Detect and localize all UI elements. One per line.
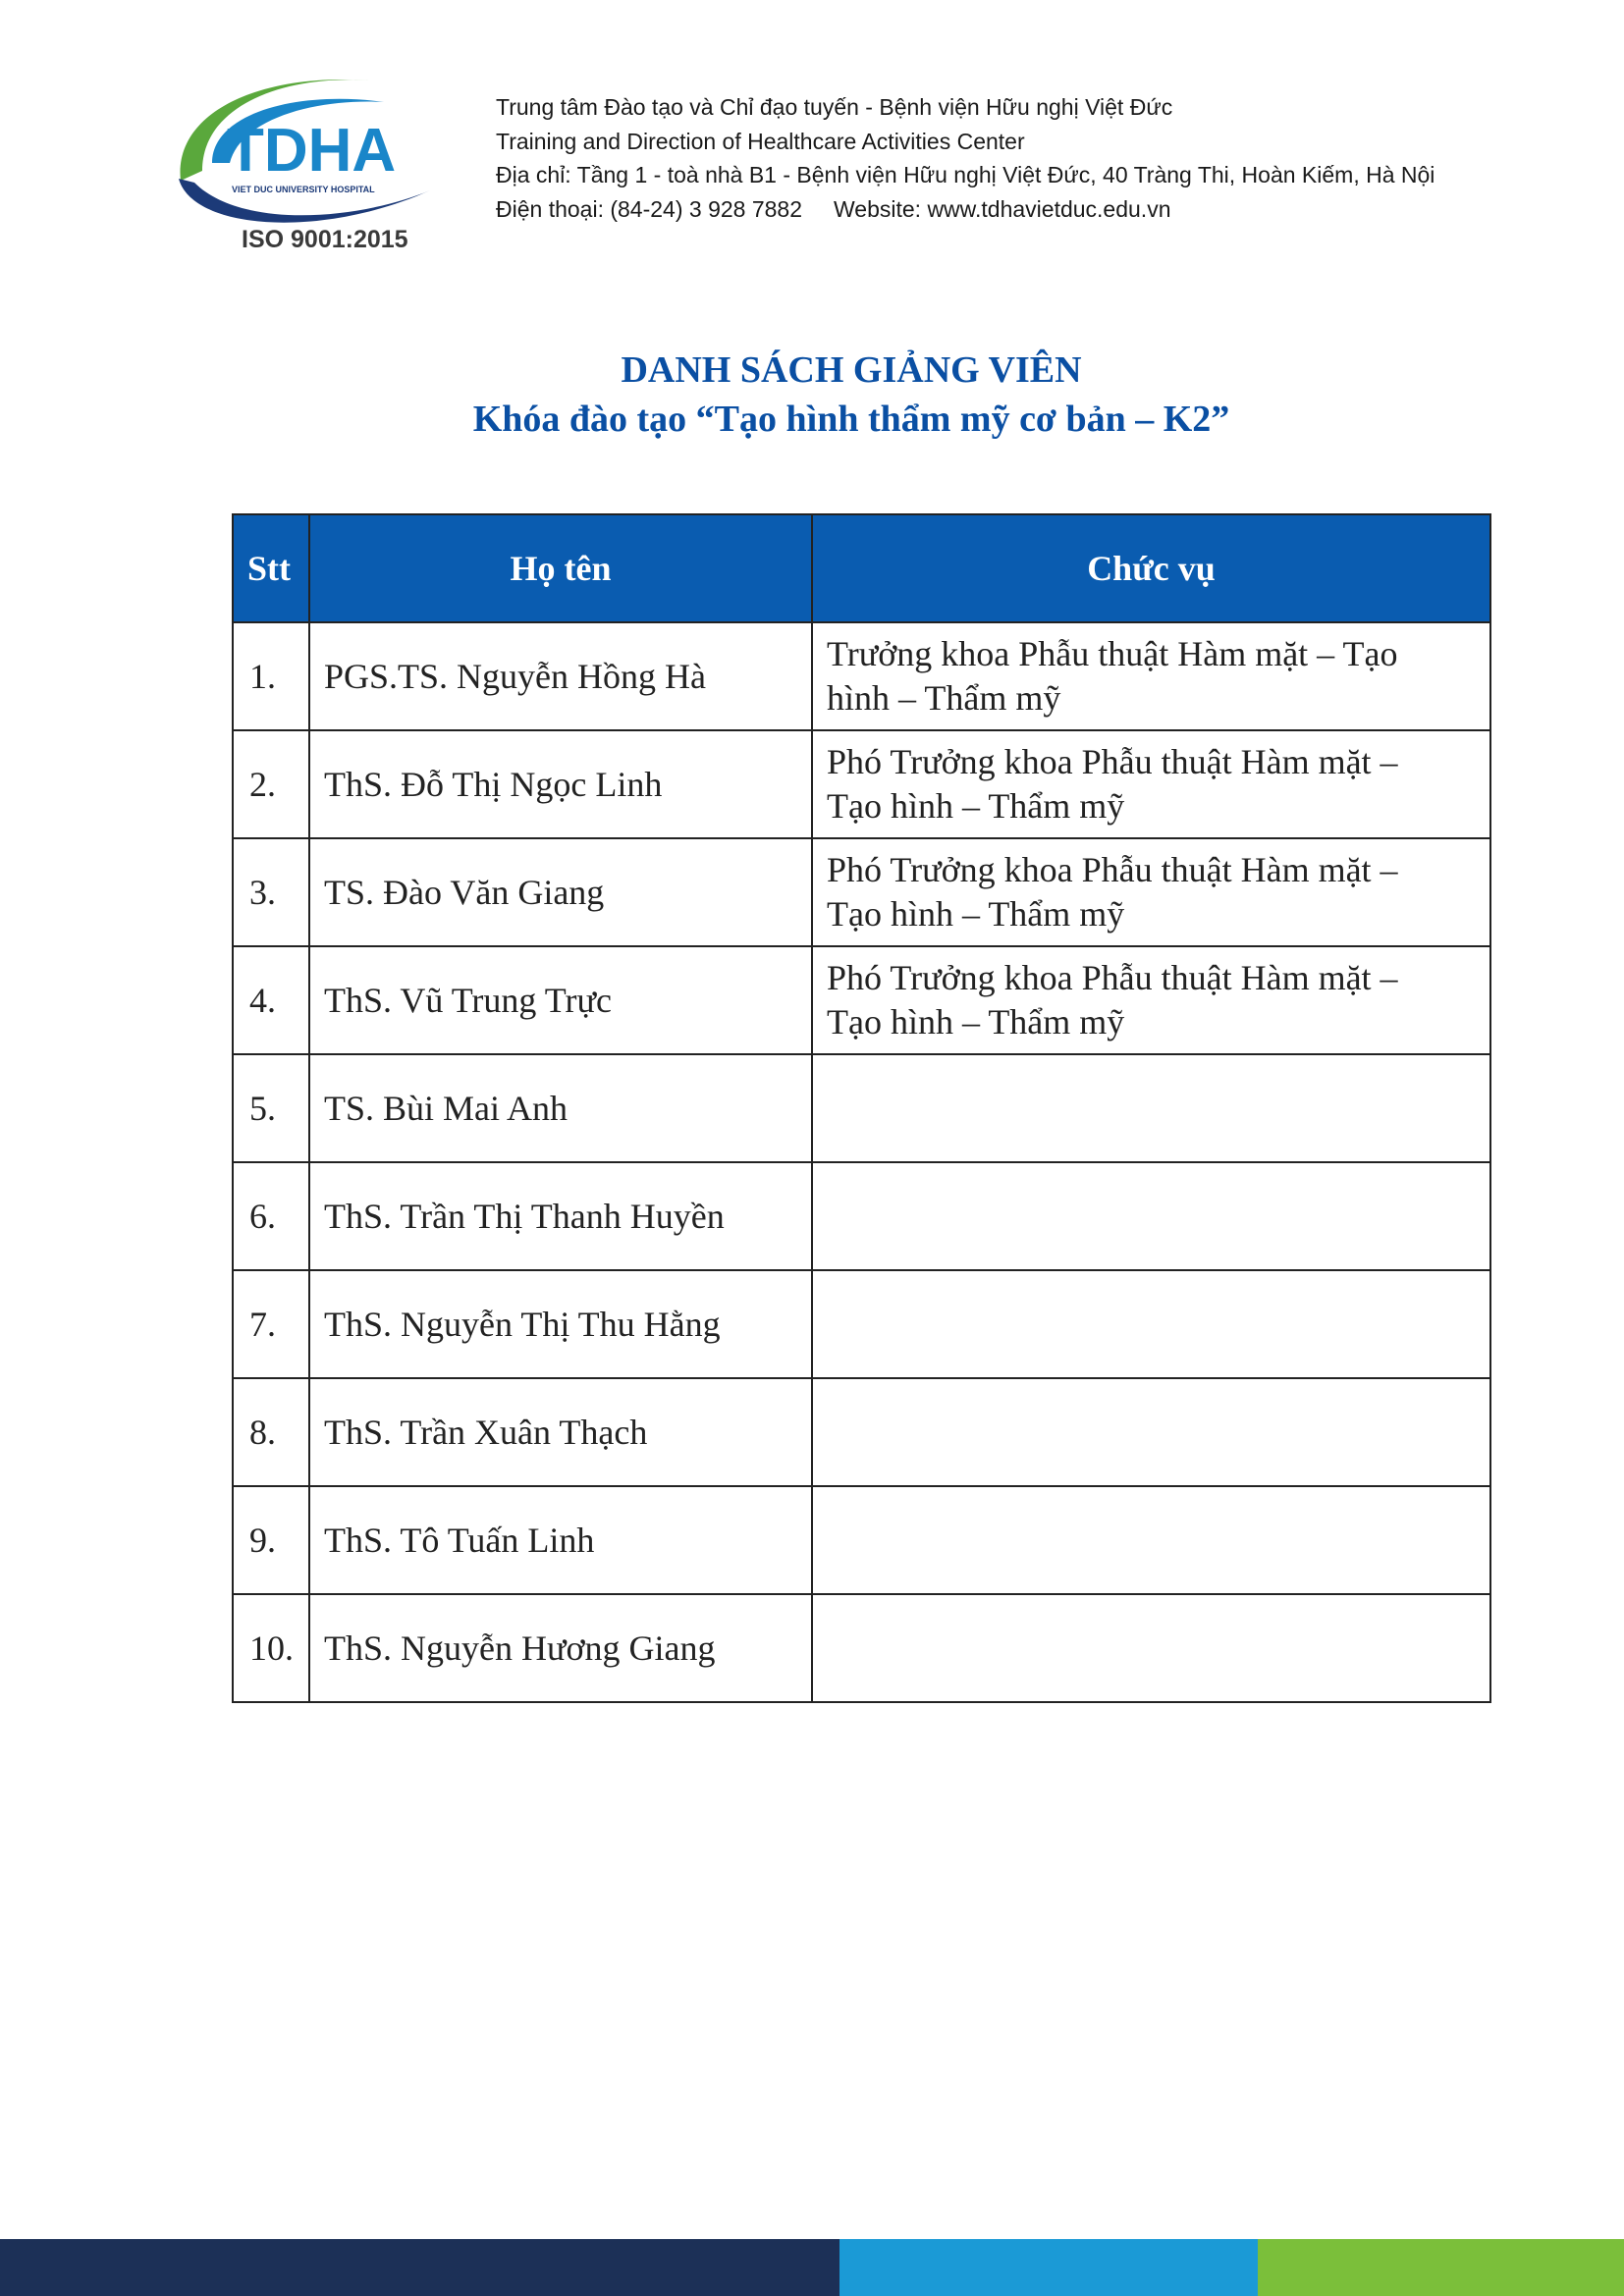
position-line-1: Phó Trưởng khoa Phẫu thuật Hàm mặt –	[827, 958, 1398, 997]
lecturer-position	[812, 1270, 1490, 1378]
lecturer-position	[812, 1594, 1490, 1702]
position-line-2: Tạo hình – Thẩm mỹ	[827, 1002, 1125, 1041]
lecturer-name: ThS. Tô Tuấn Linh	[309, 1486, 812, 1594]
row-number: 9.	[233, 1486, 309, 1594]
table-row	[233, 1054, 1490, 1162]
org-phone: Điện thoại: (84-24) 3 928 7882	[496, 195, 802, 222]
position-line-1: Phó Trưởng khoa Phẫu thuật Hàm mặt –	[827, 850, 1398, 889]
column-header-name: Họ tên	[309, 514, 812, 622]
lecturer-name: ThS. Nguyễn Hương Giang	[309, 1594, 812, 1702]
lecturer-name: ThS. Trần Thị Thanh Huyền	[309, 1162, 812, 1270]
lecturer-position	[812, 838, 1490, 946]
row-number: 1.	[233, 622, 309, 730]
lecturer-name: ThS. Đỗ Thị Ngọc Linh	[309, 730, 812, 838]
title-line-2: Khóa đào tạo “Tạo hình thẩm mỹ cơ bản – K2”	[472, 399, 1230, 440]
lecturer-position	[812, 622, 1490, 730]
column-header-position: Chức vụ	[812, 514, 1490, 622]
lecturer-table	[232, 513, 1491, 1703]
title-line-1: DANH SÁCH GIẢNG VIÊN	[621, 349, 1082, 391]
row-number: 4.	[233, 946, 309, 1054]
org-contact-block	[496, 90, 1435, 226]
table-header-row	[233, 514, 1490, 622]
row-number: 6.	[233, 1162, 309, 1270]
table-row	[233, 838, 1490, 946]
org-name-en: Training and Direction of Healthcare Activities Center	[496, 128, 1025, 154]
row-number: 10.	[233, 1594, 309, 1702]
lecturer-name: PGS.TS. Nguyễn Hồng Hà	[309, 622, 812, 730]
org-website: Website: www.tdhavietduc.edu.vn	[834, 195, 1171, 222]
position-line-2: hình – Thẩm mỹ	[827, 678, 1061, 718]
table-row	[233, 1486, 1490, 1594]
row-number: 7.	[233, 1270, 309, 1378]
lecturer-position	[812, 1486, 1490, 1594]
footer-bar-navy	[0, 2239, 839, 2296]
lecturer-position	[812, 730, 1490, 838]
document-title	[0, 346, 1624, 444]
svg-text:ISO 9001:2015: ISO 9001:2015	[242, 226, 408, 253]
svg-text:VIET DUC UNIVERSITY HOSPITAL: VIET DUC UNIVERSITY HOSPITAL	[232, 185, 375, 194]
org-address: Địa chỉ: Tầng 1 - toà nhà B1 - Bệnh viện Hữu nghị Việt Đức, 40 Tràng Thi, Hoàn Kiếm, Hà Nội	[496, 162, 1435, 187]
table-row	[233, 730, 1490, 838]
footer-color-bar	[0, 2239, 1624, 2296]
lecturer-position	[812, 1378, 1490, 1486]
position-line-1: Trưởng khoa Phẫu thuật Hàm mặt – Tạo	[827, 634, 1398, 673]
table-row	[233, 622, 1490, 730]
footer-bar-green	[1258, 2239, 1624, 2296]
position-line-1: Phó Trưởng khoa Phẫu thuật Hàm mặt –	[827, 742, 1398, 781]
row-number: 5.	[233, 1054, 309, 1162]
position-line-2: Tạo hình – Thẩm mỹ	[827, 894, 1125, 934]
svg-text:TDHA: TDHA	[227, 117, 397, 185]
table-row	[233, 1162, 1490, 1270]
lecturer-name: ThS. Nguyễn Thị Thu Hằng	[309, 1270, 812, 1378]
lecturer-name: ThS. Vũ Trung Trực	[309, 946, 812, 1054]
footer-bar-cyan	[839, 2239, 1258, 2296]
lecturer-name: ThS. Trần Xuân Thạch	[309, 1378, 812, 1486]
tdha-logo	[173, 73, 438, 259]
column-header-stt: Stt	[233, 514, 309, 622]
org-phone-website	[496, 192, 1435, 227]
lecturer-position	[812, 1054, 1490, 1162]
row-number: 3.	[233, 838, 309, 946]
lecturer-name: TS. Bùi Mai Anh	[309, 1054, 812, 1162]
table-row	[233, 1594, 1490, 1702]
org-name-vi: Trung tâm Đào tạo và Chỉ đạo tuyến - Bệnh viện Hữu nghị Việt Đức	[496, 94, 1173, 120]
lecturer-name: TS. Đào Văn Giang	[309, 838, 812, 946]
row-number: 8.	[233, 1378, 309, 1486]
table-row	[233, 1378, 1490, 1486]
row-number: 2.	[233, 730, 309, 838]
lecturer-position	[812, 946, 1490, 1054]
lecturer-position	[812, 1162, 1490, 1270]
table-row	[233, 1270, 1490, 1378]
position-line-2: Tạo hình – Thẩm mỹ	[827, 786, 1125, 826]
table-row	[233, 946, 1490, 1054]
